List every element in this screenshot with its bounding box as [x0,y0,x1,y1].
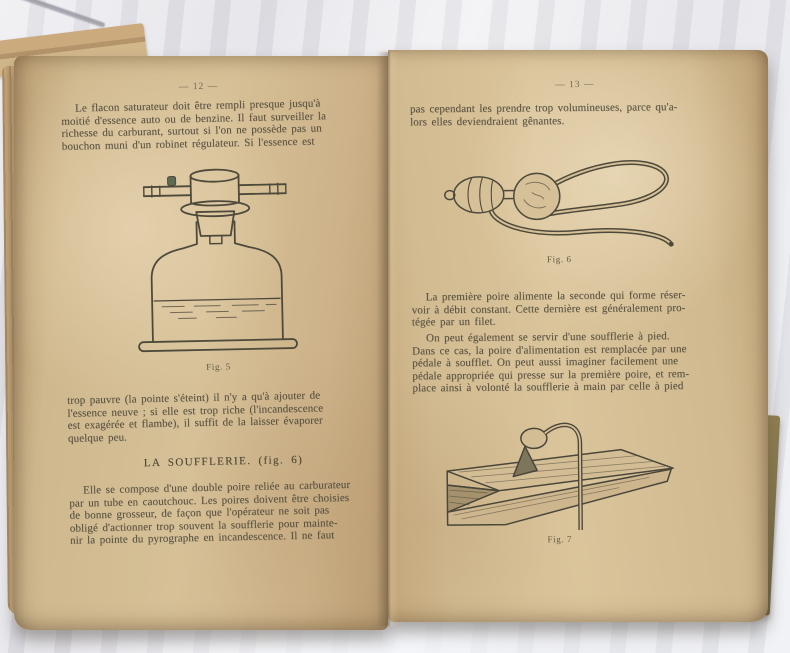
left-page [14,56,388,630]
paragraph-poires-volumineuses: pas cependant les prendre trop volumineuses, parce qu'a- lors elles deviendraient gênantes. [409,101,678,129]
gutter-shadow [377,52,399,626]
figure-5-caption: Fig. 5 [206,361,231,372]
figure-7-foot-pedal-illustration [437,417,682,537]
figure-5-saturator-flask-illustration [128,158,304,362]
heading-la-soufflerie: LA SOUFFLERIE. (fig. 6) [143,453,304,470]
left-page-number: — 12 — [178,81,219,93]
paragraph-soufflerie-compose: Elle se compose d'une double poire reliée au carburateur par un tube en caoutchouc. Les poires doivent être choisies de bonne grosseur, de façon que l'opérateur ne soit pas obligé d'actionner trop souvent la soufflerie pour mainte- nir la pointe du pyrographe en incandescence. Il ne faut [69,478,351,548]
paragraph-essence-riche: trop pauvre (la pointe s'éteint) il n'y a qu'à ajouter de l'essence neuve ; si elle est trop riche (l'incandescence est exagérée et flambe), il suffit de la laisser évaporer quelque peu. [67,389,324,445]
figure-7-caption: Fig. 7 [547,534,573,545]
right-page-number: — 13 — [555,79,595,91]
paragraph-saturator: Le flacon saturateur doit être rempli presque jusqu'à moitié d'essence auto ou de benzine. Il faut surveiller la richesse du carburant, surtout si l'on ne possède pas un bouchon muni d'un robinet régulateur. Si l'essence est [61,97,327,153]
fabric-fold-cord [0,0,106,28]
paragraph-soufflerie-a-pied: On peut également se servir d'une soufflerie à pied. Dans ce cas, la poire d'alimentation est remplacée par une pédale à soufflet. On peut aussi imaginer facilement une pédale appropriée qui presse sur la première poire, et rem- place ainsi à volonté la soufflerie à main par celle à pied [412,330,690,395]
figure-6-caption: Fig. 6 [546,254,572,265]
right-page [388,50,768,622]
paragraph-premiere-poire: La première poire alimente la seconde qui forme réser- voir à débit constant. Cette dernière est généralement pro- tégée par un filet. [411,289,686,329]
figure-6-double-bulb-illustration [438,153,679,255]
